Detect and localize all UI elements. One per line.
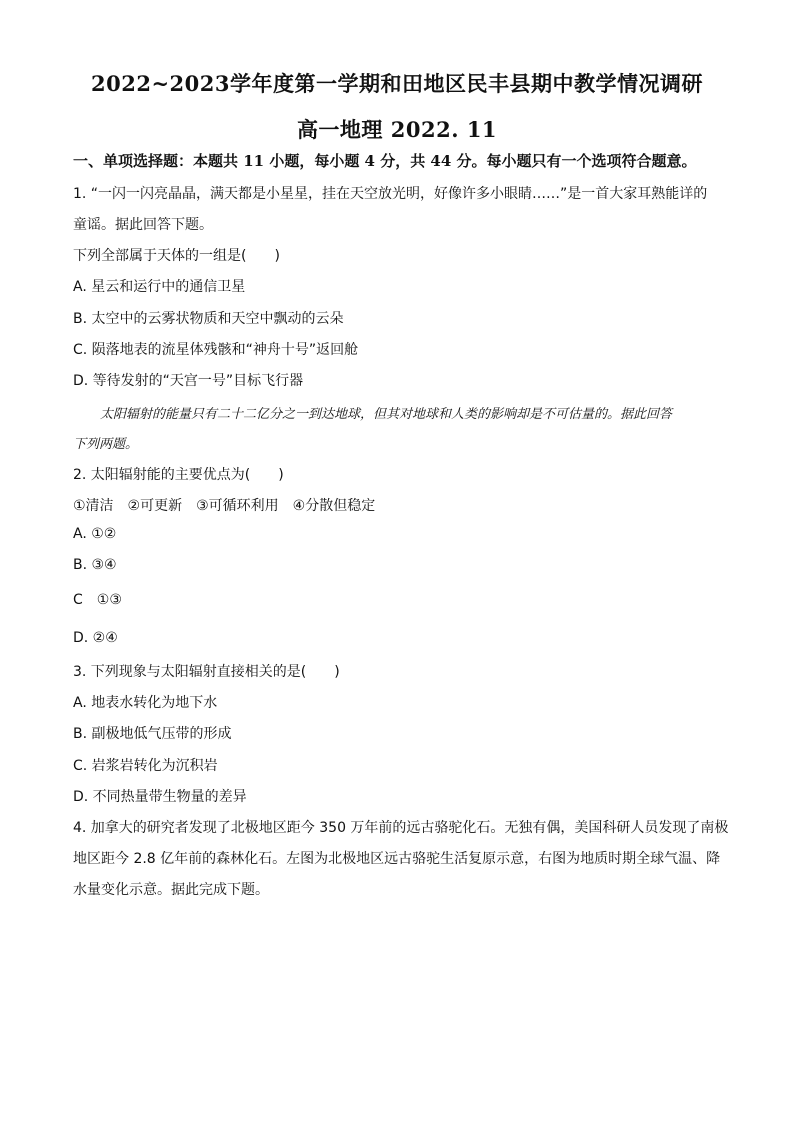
passage-line1: 太阳辐射的能量只有二十二亿分之一到达地球，但其对地球和人类的影响却是不可估量的。据此回答 (100, 407, 673, 422)
section-heading: 一、单项选择题：本题共 11 小题，每小题 4 分，共 44 分。每小题只有一个选项符合题意。 (73, 152, 697, 170)
q3-question: 3. 下列现象与太阳辐射直接相关的是( ) (73, 664, 340, 680)
exam-subtitle: 高一地理 2022. 11 (296, 117, 498, 142)
q4-line3: 水量变化示意。据此完成下题。 (73, 882, 269, 898)
q2-option-d: D. ②④ (73, 630, 118, 646)
q1-option-a: A. 星云和运行中的通信卫星 (73, 279, 246, 295)
q4-line1: 4. 加拿大的研究者发现了北极地区距今 350 万年前的远古骆驼化石。无独有偶，美国科研人员发现了南极 (73, 820, 729, 836)
q3-option-d: D. 不同热量带生物量的差异 (73, 789, 247, 805)
q1-stem-line1: 1. “一闪一闪亮晶晶，满天都是小星星，挂在天空放光明，好像许多小眼睛……”是一首大家耳熟能详的 (73, 186, 708, 202)
exam-title: 2022~2023学年度第一学期和田地区民丰县期中教学情况调研 (91, 71, 703, 96)
q3-option-c: C. 岩浆岩转化为沉积岩 (73, 758, 218, 774)
q1-option-b: B. 太空中的云雾状物质和天空中飘动的云朵 (73, 311, 344, 327)
q3-option-a: A. 地表水转化为地下水 (73, 695, 218, 711)
q1-question: 下列全部属于天体的一组是( ) (73, 248, 280, 264)
passage-line2: 下列两题。 (73, 437, 139, 452)
q2-question: 2. 太阳辐射能的主要优点为( ) (73, 467, 284, 483)
q2-choices: ①清洁 ②可更新 ③可循环利用 ④分散但稳定 (73, 498, 376, 514)
q3-option-b: B. 副极地低气压带的形成 (73, 726, 232, 742)
q2-option-a: A. ①② (73, 526, 117, 542)
q4-line2: 地区距今 2.8 亿年前的森林化石。左图为北极地区远古骆驼生活复原示意，右图为地质时期全球气温、降 (73, 851, 721, 867)
q1-option-c: C. 陨落地表的流星体残骸和“神舟十号”返回舱 (73, 342, 359, 358)
q1-stem-line2: 童谣。据此回答下题。 (73, 217, 213, 233)
q2-option-c: C ①③ (73, 592, 122, 608)
q1-option-d: D. 等待发射的“天宫一号”目标飞行器 (73, 373, 304, 389)
q2-option-b: B. ③④ (73, 557, 117, 573)
